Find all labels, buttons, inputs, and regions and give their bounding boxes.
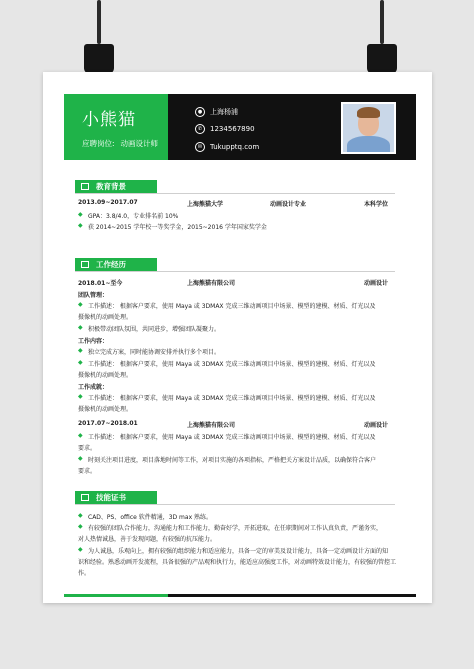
contact-email [195, 142, 259, 152]
address-text: 上海杨浦 [210, 108, 238, 116]
job-item-line: 时刻关注项目进度，项目落地时间等工作，对项目实施的各项指标，严格把关方案设计品质，以确保符合客户 [88, 457, 377, 464]
job-item-line: 工作描述： 根据客户要求，使用 Maya 或 3DMAX 完成三维动画项目中场景、模型的建模、材质、灯光以及 [88, 303, 376, 310]
graduation-cap-icon [81, 183, 89, 190]
job-target [82, 138, 158, 149]
name-block [64, 94, 168, 160]
candidate-name: 小熊猫 [82, 110, 136, 130]
binder-clip-left [84, 0, 114, 75]
education-title-text: 教育背景 [96, 182, 126, 191]
bullet-icon: ◆ [78, 324, 83, 331]
contact-phone [195, 124, 255, 134]
job-position: 动画设计 [364, 280, 389, 287]
phone-icon: ✆ [195, 124, 205, 134]
contact-address [195, 107, 238, 117]
job-company: 上海熊猫有限公司 [187, 422, 236, 429]
phone-text: 1234567890 [210, 125, 255, 133]
job-title: 动画设计师 [120, 139, 159, 148]
job-period: 2017.07~2018.01 [78, 420, 138, 427]
job-label: 应聘岗位: [82, 139, 115, 148]
section-title-experience [75, 258, 157, 271]
bullet-icon: ◆ [78, 222, 83, 229]
section-title-education [75, 180, 157, 193]
bullet-icon: ◆ [78, 512, 83, 519]
location-icon: ● [195, 107, 205, 117]
job-period: 2018.01~至今 [78, 280, 123, 287]
group-heading: 工作成就： [78, 384, 109, 391]
skill-item-line: 为人诚恳，乐观向上，拥有较强的组织能力和适应能力，具备一定的审美及设计能力，具备一定动画设计方面的知 [88, 548, 389, 555]
skill-item-line: 作。 [78, 570, 91, 577]
job-company: 上海熊猫有限公司 [187, 280, 236, 287]
bullet-icon: ◆ [78, 301, 83, 308]
skills-title-text: 技能证书 [96, 493, 126, 502]
bullet-icon: ◆ [78, 432, 83, 439]
footer-bar [64, 594, 416, 597]
group-heading: 团队管理： [78, 292, 109, 299]
bullet-icon: ◆ [78, 359, 83, 366]
certificate-icon [81, 494, 89, 501]
job-item-line: 要求。 [78, 468, 97, 475]
bullet-icon: ◆ [78, 347, 83, 354]
job-item-line: 工作描述： 根据客户要求，使用 Maya 或 3DMAX 完成三维动画项目中场景、模型的建模、材质、灯光以及 [88, 361, 376, 368]
edu-school: 上海熊猫大学 [187, 201, 224, 208]
binder-clip-right [367, 0, 397, 75]
job-item-line: 要求。 [78, 445, 97, 452]
edu-major: 动画设计专业 [270, 201, 307, 208]
resume-header [64, 94, 416, 160]
job-item-line: 积极带动团队氛围，共同进步，增强团队凝聚力。 [88, 326, 221, 333]
edu-degree: 本科学位 [364, 201, 389, 208]
bullet-icon: ◆ [78, 393, 83, 400]
job-item-line: 独立完成方案，同时能协调安排并执行多个项目。 [88, 349, 221, 356]
briefcase-icon [81, 261, 89, 268]
bullet-icon: ◆ [78, 546, 83, 553]
job-item-line: 工作描述： 根据客户要求，使用 Maya 或 3DMAX 完成三维动画项目中场景、模型的建模、材质、灯光以及 [88, 434, 376, 441]
experience-title-text: 工作经历 [96, 260, 126, 269]
job-item-line: 摄像机的动画处理。 [78, 372, 133, 379]
group-heading: 工作内容： [78, 338, 109, 345]
section-divider [75, 271, 395, 272]
skill-item-line: 对人热情诚恳，善于发现问题，有较强的抗压能力。 [78, 536, 217, 543]
job-item-line: 摄像机的动画处理。 [78, 406, 133, 413]
job-position: 动画设计 [364, 422, 389, 429]
bullet-icon: ◆ [78, 455, 83, 462]
job-item-line: 工作描述： 根据客户要求，使用 Maya 或 3DMAX 完成三维动画项目中场景、模型的建模、材质、灯光以及 [88, 395, 376, 402]
section-title-skills [75, 491, 157, 504]
skill-item-line: 有较强的团队合作能力，沟通能力和工作能力，勤奋好学，开拓进取，在任职期间对工作认真负责，严谨务实， [88, 525, 383, 532]
skill-item-line: CAD、PS、office 软件精通，3D max 熟练。 [88, 514, 213, 521]
edu-item: GPA：3.8/4.0，专业排名前 10% [88, 213, 179, 220]
edu-period: 2013.09~2017.07 [78, 199, 138, 206]
bullet-icon: ◆ [78, 211, 83, 218]
email-icon: ✉ [195, 142, 205, 152]
profile-photo [341, 102, 396, 154]
resume-paper [43, 72, 432, 603]
section-divider [75, 193, 395, 194]
edu-item: 获 2014~2015 学年校一等奖学金，2015~2016 学年国家奖学金 [88, 224, 267, 231]
section-divider [75, 504, 395, 505]
email-text: Tukupptq.com [210, 143, 260, 151]
bullet-icon: ◆ [78, 523, 83, 530]
job-item-line: 摄像机的动画处理。 [78, 314, 133, 321]
skill-item-line: 识和经验。熟悉动画开发流程，具备很强的产品观和执行力，能适应高强度工作，对动画特效设计能力，有较强的管控工 [78, 559, 397, 566]
